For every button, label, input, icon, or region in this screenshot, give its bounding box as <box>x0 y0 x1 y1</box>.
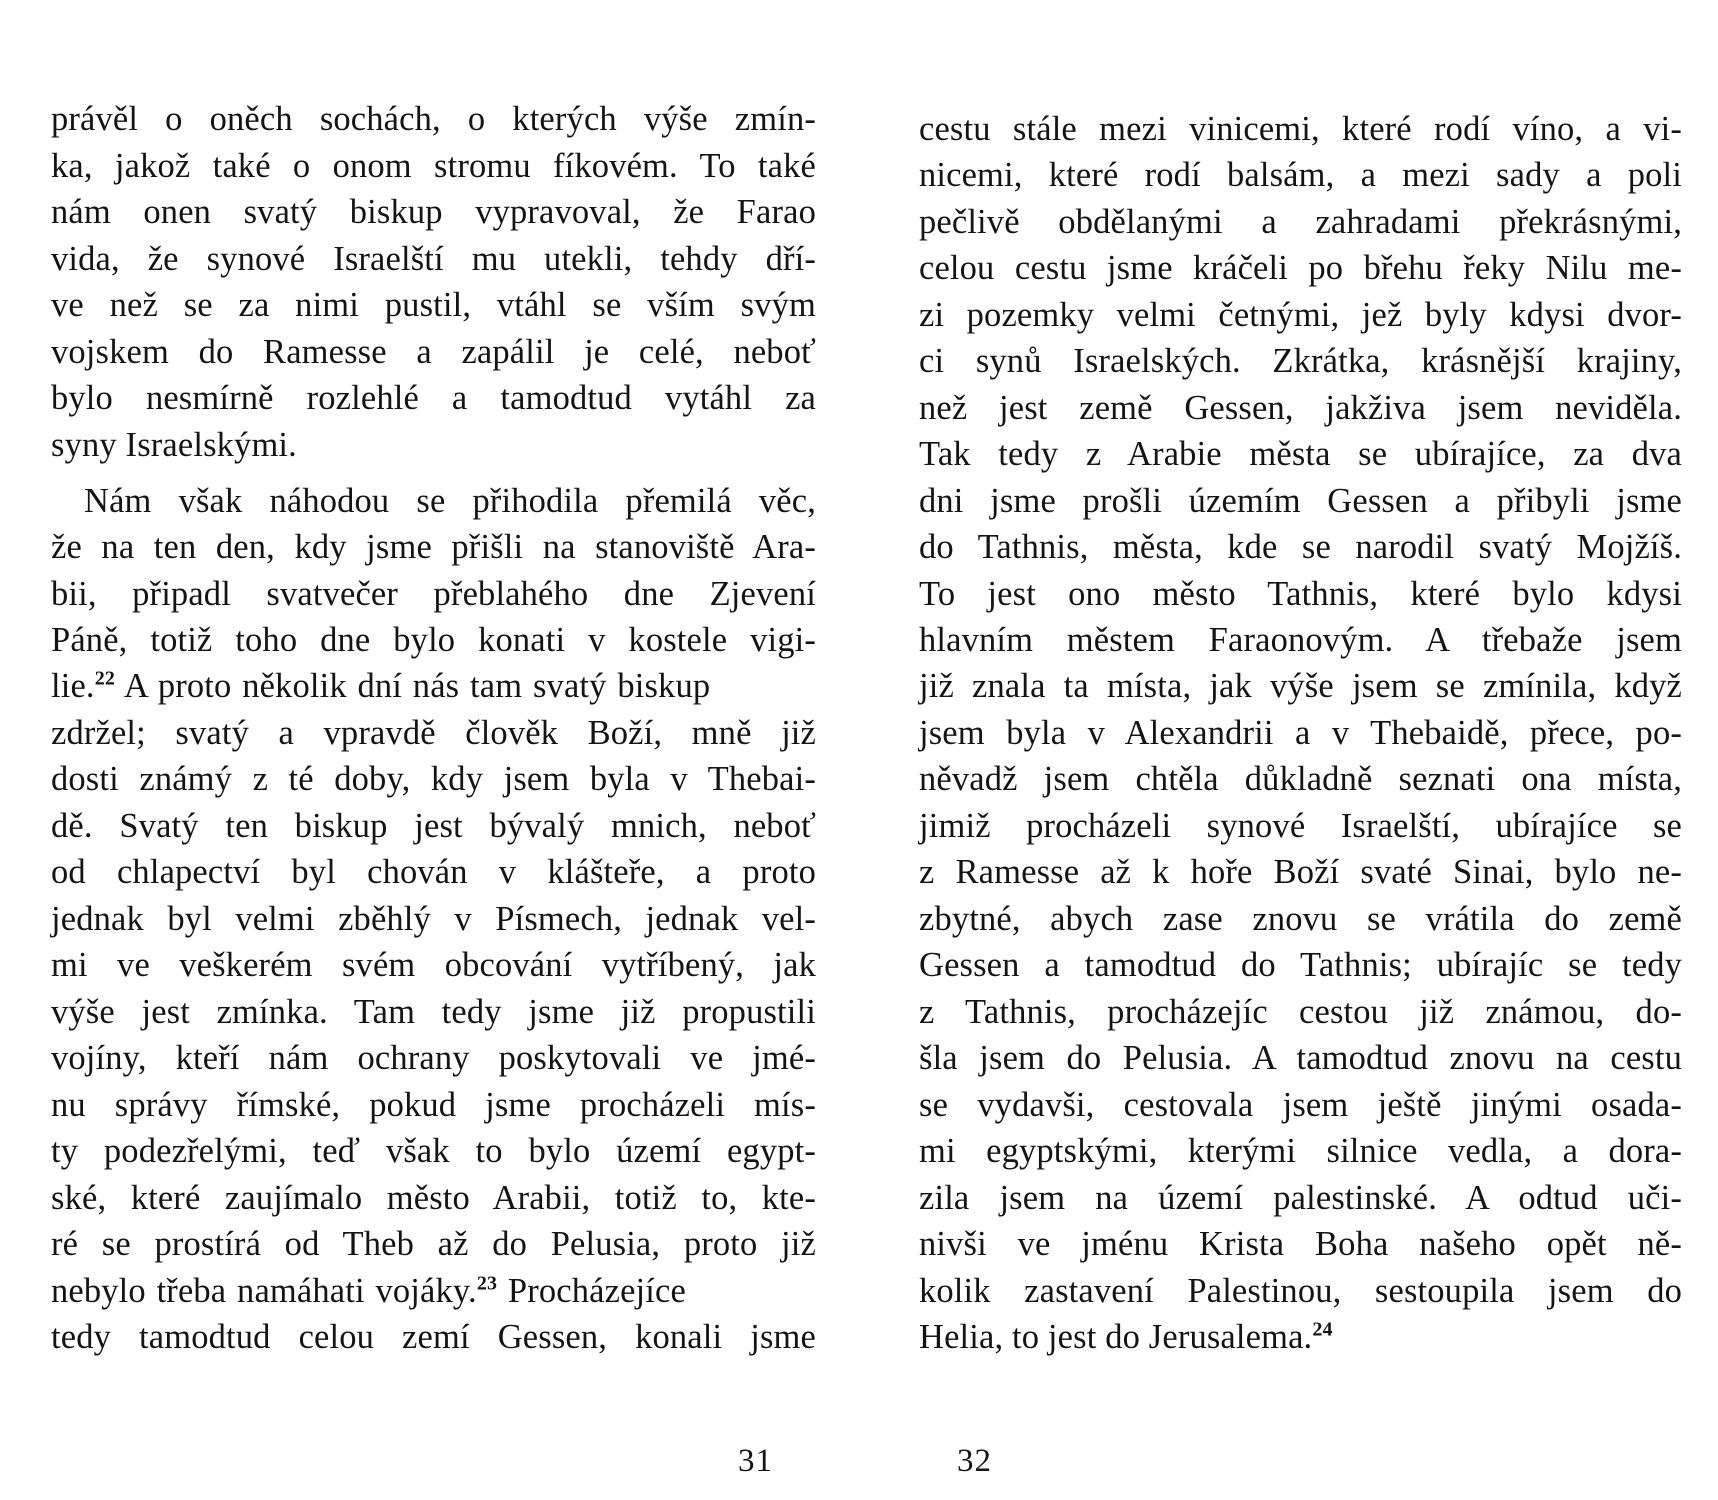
text-line: pečlivě obdělanými a zahradami překrásnými, <box>919 203 1682 241</box>
text-line: Nám však náhodou se přihodila přemilá věc, <box>84 482 816 520</box>
right-page <box>859 0 1718 1500</box>
text-line <box>51 1268 816 1315</box>
text-line: dě. Svatý ten biskup jest bývalý mnich, neboť <box>51 807 816 845</box>
footnote-marker: 24 <box>1312 1318 1333 1341</box>
text-line: tedy tamodtud celou zemí Gessen, konali jsme <box>51 1318 816 1356</box>
text-line: kolik zastavení Palestinou, sestoupila jsem do <box>919 1272 1682 1310</box>
text-fragment: A proto několik dní nás tam svatý biskup <box>115 667 711 705</box>
text-line: vojskem do Ramesse a zapálil je celé, neboť <box>51 333 816 371</box>
text-fragment: Helia, to jest do Jerusalema. <box>919 1318 1313 1356</box>
text-line <box>51 663 816 710</box>
text-line: cestu stále mezi vinicemi, které rodí víno, a vi- <box>919 110 1682 148</box>
text-line: zbytné, abych zase znovu se vrátila do země <box>919 900 1682 938</box>
text-line: hlavním městem Faraonovým. A třebaže jsem <box>919 621 1682 659</box>
text-line: mi egyptskými, kterými silnice vedla, a dora- <box>919 1132 1682 1170</box>
text-line: vojíny, kteří nám ochrany poskytovali ve jmé- <box>51 1039 816 1077</box>
page-number: 32 <box>957 1443 992 1479</box>
text-fragment: nebylo třeba namáhati vojáky. <box>51 1272 477 1310</box>
text-line: nivši ve jménu Krista Boha našeho opět ně- <box>919 1225 1682 1263</box>
text-line: jsem byla v Alexandrii a v Thebaidě, přece, po- <box>919 714 1682 752</box>
text-line: se vydavši, cestovala jsem ještě jinými osada- <box>919 1086 1682 1124</box>
text-line: vida, že synové Israelští mu utekli, tehdy dří- <box>51 240 816 278</box>
text-line: ka, jakož také o onom stromu fíkovém. To také <box>51 147 816 185</box>
text-line: právěl o oněch sochách, o kterých výše zmín- <box>51 100 816 138</box>
text-fragment: lie. <box>51 667 95 705</box>
footnote-marker: 23 <box>476 1272 498 1295</box>
text-line: z Tathnis, procházejíc cestou již známou, do- <box>919 993 1682 1031</box>
text-line: Tak tedy z Arabie města se ubírajíce, za dva <box>919 435 1682 473</box>
text-line: než jest země Gessen, jakživa jsem neviděla. <box>919 389 1682 427</box>
text-line: Páně, totiž toho dne bylo konati v kostele vigi- <box>51 621 816 659</box>
text-line: do Tathnis, města, kde se narodil svatý Mojžíš. <box>919 528 1682 566</box>
text-line: jimiž procházeli synové Israelští, ubírajíce se <box>919 807 1682 845</box>
text-line: To jest ono město Tathnis, které bylo kdysi <box>919 575 1682 613</box>
text-line: nám onen svatý biskup vypravoval, že Farao <box>51 193 816 231</box>
text-line: šla jsem do Pelusia. A tamodtud znovu na cestu <box>919 1039 1682 1077</box>
text-fragment: Procházejíce <box>497 1272 686 1310</box>
text-line: nicemi, které rodí balsám, a mezi sady a poli <box>919 156 1682 194</box>
text-line: výše jest zmínka. Tam tedy jsme již propustili <box>51 993 816 1031</box>
text-line: ré se prostírá od Theb až do Pelusia, proto již <box>51 1225 816 1263</box>
text-line: syny Israelskými. <box>51 426 297 464</box>
text-line: mi ve veškerém svém obcování vytříbený, jak <box>51 946 816 984</box>
text-line: Gessen a tamodtud do Tathnis; ubírajíc se tedy <box>919 946 1682 984</box>
text-line: dni jsme prošli územím Gessen a přibyli jsme <box>919 482 1682 520</box>
text-line: že na ten den, kdy jsme přišli na stanoviště Ara- <box>51 528 816 566</box>
text-line: od chlapectví byl chován v klášteře, a proto <box>51 853 816 891</box>
text-line: z Ramesse až k hoře Boží svaté Sinai, bylo ne- <box>919 853 1682 891</box>
text-line: ty podezřelými, teď však to bylo území egypt- <box>51 1132 816 1170</box>
text-line: ci synů Israelských. Zkrátka, krásnější krajiny, <box>919 342 1682 380</box>
text-line: ské, které zaujímalo město Arabii, totiž to, kte- <box>51 1179 816 1217</box>
text-line: něvadž jsem chtěla důkladně seznati ona místa, <box>919 760 1682 798</box>
text-line: nu správy římské, pokud jsme procházeli mís- <box>51 1086 816 1124</box>
text-line: zdržel; svatý a vpravdě člověk Boží, mně již <box>51 714 816 752</box>
text-line: již znala ta místa, jak výše jsem se zmínila, když <box>919 667 1682 705</box>
text-line: dosti známý z té doby, kdy jsem byla v Thebai- <box>51 760 816 798</box>
page-number: 31 <box>738 1443 773 1479</box>
text-line: celou cestu jsme kráčeli po břehu řeky Nilu me- <box>919 249 1682 287</box>
text-line <box>919 1314 1682 1361</box>
text-line: jednak byl velmi zběhlý v Písmech, jednak vel- <box>51 900 816 938</box>
text-line: bii, připadl svatvečer přeblahého dne Zjevení <box>51 575 816 613</box>
footnote-marker: 22 <box>94 667 116 690</box>
text-line: ve než se za nimi pustil, vtáhl se vším svým <box>51 286 816 324</box>
text-line: zila jsem na území palestinské. A odtud uči- <box>919 1179 1682 1217</box>
text-line: zi pozemky velmi četnými, jež byly kdysi dvor- <box>919 296 1682 334</box>
text-line: bylo nesmírně rozlehlé a tamodtud vytáhl za <box>51 379 816 417</box>
